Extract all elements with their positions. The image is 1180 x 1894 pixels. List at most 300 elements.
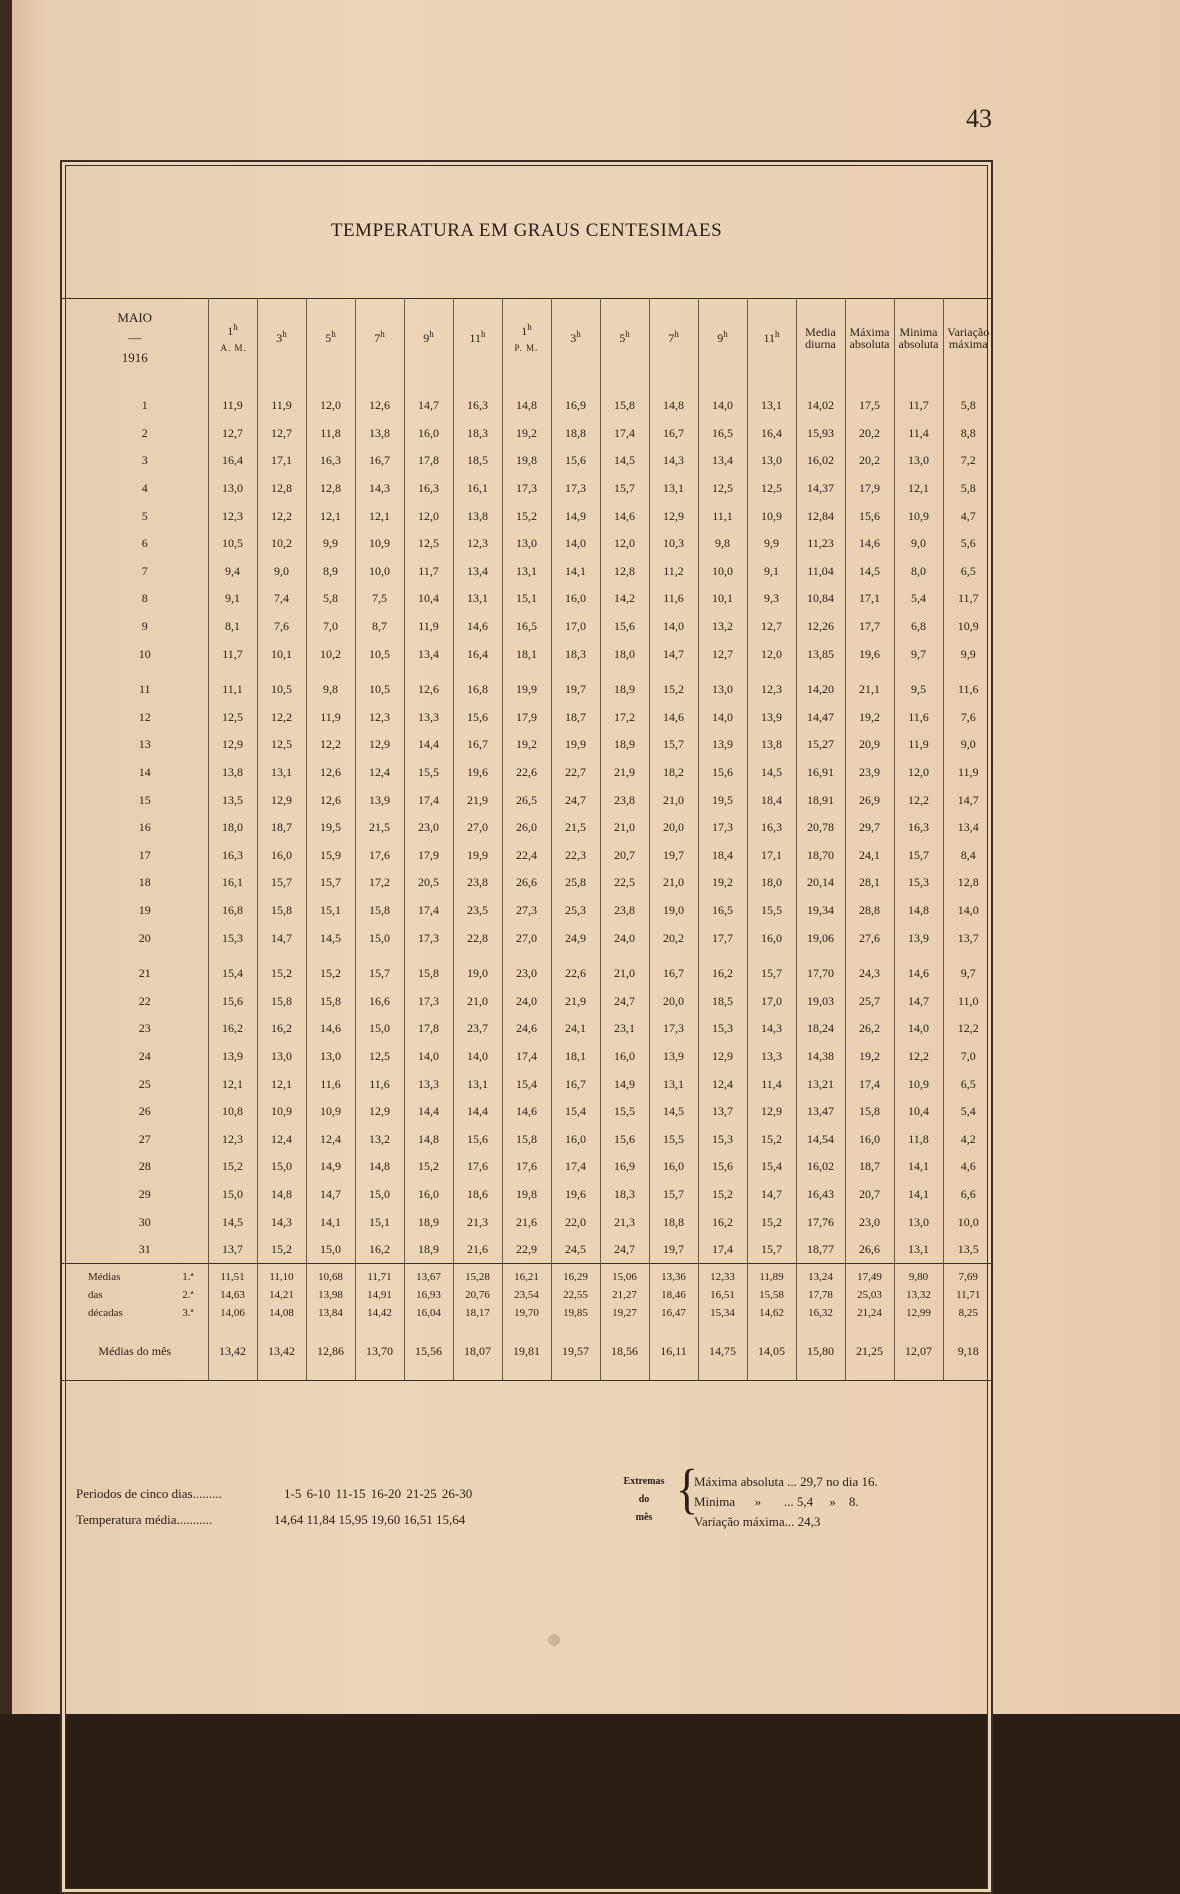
value-cell: 11,9: [306, 704, 355, 732]
value-cell: 16,2: [698, 960, 747, 988]
value-cell: 14,7: [257, 924, 306, 952]
value-cell: 12,5: [355, 1043, 404, 1071]
value-cell: 14,8: [502, 392, 551, 420]
value-cell: 14,3: [649, 447, 698, 475]
hour-suffix: h: [723, 328, 728, 339]
value-cell: 24,0: [600, 924, 649, 952]
value-cell: 23,0: [502, 960, 551, 988]
day-number: 31: [62, 1236, 208, 1264]
value-cell: 15,1: [306, 897, 355, 925]
value-cell: 12,4: [698, 1070, 747, 1098]
decade-value: 7,69: [943, 1264, 993, 1287]
decade-mean-row: [62, 1304, 993, 1322]
table-row: [62, 814, 993, 842]
value-cell: 18,7: [551, 704, 600, 732]
value-cell: 14,0: [649, 613, 698, 641]
value-cell: 21,6: [502, 1208, 551, 1236]
value-cell: 17,9: [404, 842, 453, 870]
decade-value: 13,36: [649, 1264, 698, 1287]
value-cell: 14,0: [698, 392, 747, 420]
month-header: [62, 298, 208, 378]
decade-value: 13,98: [306, 1286, 355, 1304]
value-cell: 15,8: [404, 960, 453, 988]
value-cell: 14,6: [502, 1098, 551, 1126]
day-number: 6: [62, 530, 208, 558]
month-mean-value: 13,42: [208, 1322, 257, 1381]
value-cell: 20,7: [600, 842, 649, 870]
value-cell: 10,1: [698, 585, 747, 613]
decade-value: 18,46: [649, 1286, 698, 1304]
value-cell: 18,1: [502, 640, 551, 668]
day-number: 20: [62, 924, 208, 952]
day-number: 12: [62, 704, 208, 732]
value-cell: 12,2: [894, 1043, 943, 1071]
day-number: 18: [62, 869, 208, 897]
decade-value: 16,29: [551, 1264, 600, 1287]
value-cell: 16,0: [747, 924, 796, 952]
empty-cell: [306, 378, 355, 392]
value-cell: 13,21: [796, 1070, 845, 1098]
empty-cell: [845, 952, 894, 960]
empty-cell: [502, 668, 551, 676]
value-cell: 26,6: [502, 869, 551, 897]
value-cell: 15,4: [502, 1070, 551, 1098]
value-cell: 18,8: [551, 420, 600, 448]
value-cell: 13,0: [502, 530, 551, 558]
hour-suffix: h: [380, 328, 385, 339]
value-cell: 15,0: [257, 1153, 306, 1181]
value-cell: 12,1: [894, 475, 943, 503]
value-cell: 18,0: [208, 814, 257, 842]
value-cell: 12,8: [257, 475, 306, 503]
value-cell: 11,9: [957, 765, 979, 780]
value-cell: 17,76: [796, 1208, 845, 1236]
value-cell: 11,7: [208, 640, 257, 668]
value-cell: 16,3: [404, 475, 453, 503]
paper-stain: [548, 1634, 560, 1646]
table-row: [62, 704, 993, 732]
table-row: [62, 869, 993, 897]
empty-cell: [257, 952, 306, 960]
table-row: [62, 530, 993, 558]
value-cell: 15,5: [649, 1125, 698, 1153]
table-row: [62, 1153, 993, 1181]
value-cell: 17,70: [796, 960, 845, 988]
value-cell: 15,5: [600, 1098, 649, 1126]
hour-header-1: [208, 298, 257, 378]
day-number: 3: [62, 447, 208, 475]
value-cell: 13,9: [747, 704, 796, 732]
empty-cell: [796, 668, 845, 676]
value-cell: 21,6: [453, 1236, 502, 1264]
day-number: 11: [62, 676, 208, 704]
month-mean-label: Médias do mês: [62, 1322, 208, 1381]
value-cell: 17,2: [600, 704, 649, 732]
value-cell: 12,7: [208, 420, 257, 448]
empty-cell: [551, 378, 600, 392]
month-mean-value: 18,07: [453, 1322, 502, 1381]
value-cell: 11,9: [894, 731, 943, 759]
day-number: 25: [62, 1070, 208, 1098]
value-cell: 15,7: [306, 869, 355, 897]
value-cell: 15,1: [355, 1208, 404, 1236]
value-cell: 9,7: [960, 966, 976, 981]
value-cell: 21,0: [649, 786, 698, 814]
value-cell: 21,0: [600, 814, 649, 842]
hour-number: 11: [763, 330, 776, 345]
header-spacer: [62, 378, 993, 392]
day-number: 1: [62, 392, 208, 420]
value-cell: 19,0: [453, 960, 502, 988]
decade-ordinal: 3.ª: [182, 1307, 194, 1320]
value-cell: 15,2: [502, 502, 551, 530]
value-cell: 15,0: [355, 1181, 404, 1209]
value-cell: 12,8: [600, 558, 649, 586]
value-cell: 14,02: [796, 392, 845, 420]
table-row: [62, 731, 993, 759]
value-cell: 10,1: [257, 640, 306, 668]
table-row: [62, 759, 993, 787]
value-cell: 14,8: [404, 1125, 453, 1153]
value-cell: 16,5: [502, 613, 551, 641]
value-cell: 10,9: [957, 619, 979, 634]
day-number: 23: [62, 1015, 208, 1043]
hour-header-5: [404, 298, 453, 378]
empty-cell: [551, 952, 600, 960]
month-mean-value: 16,11: [649, 1322, 698, 1381]
value-cell: 14,1: [306, 1208, 355, 1236]
value-cell: 16,7: [551, 1070, 600, 1098]
decade-value: 17,49: [845, 1264, 894, 1287]
value-cell: 25,3: [551, 897, 600, 925]
value-cell: 14,7: [404, 392, 453, 420]
value-cell: 16,5: [698, 420, 747, 448]
decade-label-text: das: [88, 1289, 103, 1302]
value-cell: 12,8: [957, 875, 979, 890]
value-cell: 18,77: [796, 1236, 845, 1264]
value-cell: 13,1: [747, 392, 796, 420]
hour-suffix: h: [429, 328, 434, 339]
value-cell: 12,26: [796, 613, 845, 641]
value-cell: 13,85: [796, 640, 845, 668]
value-cell: 14,9: [551, 502, 600, 530]
value-cell: 9,0: [960, 737, 976, 752]
value-cell: 16,7: [355, 447, 404, 475]
value-cell: 14,1: [894, 1153, 943, 1181]
decade-value: 15,34: [698, 1304, 747, 1322]
value-cell: 15,7: [747, 960, 796, 988]
value-cell: 11,0: [957, 993, 979, 1008]
value-cell: 16,0: [551, 1125, 600, 1153]
hour-number: 1: [521, 323, 528, 338]
value-cell: 11,1: [208, 676, 257, 704]
day-number: 19: [62, 897, 208, 925]
value-cell: 19,7: [649, 842, 698, 870]
value-cell: 9,1: [208, 585, 257, 613]
value-cell: 17,0: [747, 987, 796, 1015]
decade-ordinal: 2.ª: [182, 1289, 194, 1302]
table-row: [62, 676, 993, 704]
extremes-brace: {: [676, 1457, 699, 1519]
value-cell: 12,9: [698, 1043, 747, 1071]
value-cell: 14,9: [306, 1153, 355, 1181]
table-row: [62, 1236, 993, 1264]
empty-cell: [62, 378, 208, 392]
table-row: [62, 1208, 993, 1236]
month-mean-row: [62, 1322, 993, 1381]
table-row: [62, 392, 993, 420]
table-row: [62, 1015, 993, 1043]
value-cell: 17,6: [355, 842, 404, 870]
value-cell: 15,0: [306, 1236, 355, 1264]
value-cell: 13,4: [698, 447, 747, 475]
value-cell: 16,7: [649, 420, 698, 448]
value-cell: 17,1: [257, 447, 306, 475]
stat-header-line: absoluta: [898, 337, 939, 351]
value-cell: 11,8: [306, 420, 355, 448]
value-cell: 14,0: [894, 1015, 943, 1043]
value-cell: 7,0: [960, 1048, 976, 1063]
value-cell: 14,8: [894, 897, 943, 925]
table-row: [62, 842, 993, 870]
hour-header-9: [600, 298, 649, 378]
value-cell: 26,2: [845, 1015, 894, 1043]
value-cell: 11,9: [208, 392, 257, 420]
value-cell: 13,1: [894, 1236, 943, 1264]
day-number: 8: [62, 585, 208, 613]
table-row: [62, 447, 993, 475]
value-cell: 13,1: [257, 759, 306, 787]
value-cell: 11,7: [894, 392, 943, 420]
value-cell: 13,0: [894, 447, 943, 475]
table-row: [62, 558, 993, 586]
decade-label-text: décadas: [88, 1307, 123, 1320]
value-cell: 15,7: [600, 475, 649, 503]
value-cell: 12,3: [208, 1125, 257, 1153]
value-cell: 16,2: [208, 1015, 257, 1043]
value-cell: 14,38: [796, 1043, 845, 1071]
value-cell: 7,5: [355, 585, 404, 613]
value-cell: 19,7: [649, 1236, 698, 1264]
empty-cell: [355, 668, 404, 676]
value-cell: 13,1: [453, 585, 502, 613]
am-label: A. M.: [220, 342, 247, 353]
value-cell: 12,0: [404, 502, 453, 530]
value-cell: 13,9: [355, 786, 404, 814]
value-cell: 16,7: [649, 960, 698, 988]
decade-label: [62, 1304, 208, 1322]
value-cell: 12,4: [355, 759, 404, 787]
value-cell: 19,6: [551, 1181, 600, 1209]
empty-cell: [894, 952, 943, 960]
value-cell: 17,3: [551, 475, 600, 503]
value-cell: 14,4: [404, 731, 453, 759]
value-cell: 18,3: [600, 1181, 649, 1209]
value-cell: 28,8: [845, 897, 894, 925]
empty-cell: [649, 668, 698, 676]
value-cell: 26,5: [502, 786, 551, 814]
value-cell: 9,0: [257, 558, 306, 586]
stat-header-3: [894, 298, 943, 378]
decade-value: 14,06: [208, 1304, 257, 1322]
empty-cell: [698, 668, 747, 676]
value-cell: 15,3: [208, 924, 257, 952]
value-cell: 8,9: [306, 558, 355, 586]
value-cell: 15,6: [453, 1125, 502, 1153]
day-number: 15: [62, 786, 208, 814]
value-cell: 11,1: [698, 502, 747, 530]
value-cell: 16,8: [208, 897, 257, 925]
value-cell: 10,9: [257, 1098, 306, 1126]
value-cell: 15,2: [208, 1153, 257, 1181]
value-cell: 13,0: [306, 1043, 355, 1071]
value-cell: 14,37: [796, 475, 845, 503]
value-cell: 15,2: [698, 1181, 747, 1209]
empty-cell: [943, 378, 993, 392]
decade-value: 14,62: [747, 1304, 796, 1322]
stat-header-line: absoluta: [849, 337, 890, 351]
month-mean-value: 12,07: [894, 1322, 943, 1381]
value-cell: 12,4: [257, 1125, 306, 1153]
hour-header-8: [551, 298, 600, 378]
value-cell: 20,2: [845, 447, 894, 475]
value-cell: 18,4: [747, 786, 796, 814]
value-cell: 10,5: [355, 640, 404, 668]
value-cell: 19,7: [551, 676, 600, 704]
value-cell: 13,4: [957, 820, 979, 835]
value-cell: 16,3: [747, 814, 796, 842]
value-cell: 18,3: [453, 420, 502, 448]
value-cell: 24,1: [845, 842, 894, 870]
value-cell: 15,8: [257, 987, 306, 1015]
decade-value: 15,28: [453, 1264, 502, 1287]
decade-value: 11,10: [257, 1264, 306, 1287]
extreme-max: Máxima absoluta ... 29,7 no dia 16.: [694, 1474, 878, 1489]
value-cell: 7,6: [960, 709, 976, 724]
value-cell: 23,8: [600, 897, 649, 925]
value-cell: 5,6: [960, 536, 976, 551]
value-cell: 20,2: [649, 924, 698, 952]
value-cell: 17,0: [551, 613, 600, 641]
value-cell: 15,8: [306, 987, 355, 1015]
value-cell: 6,8: [894, 613, 943, 641]
empty-cell: [62, 668, 208, 676]
value-cell: 7,2: [960, 453, 976, 468]
value-cell: 15,8: [502, 1125, 551, 1153]
value-cell: 19,5: [306, 814, 355, 842]
month-mean-value: 9,18: [943, 1322, 993, 1381]
decade-value: 14,42: [355, 1304, 404, 1322]
hour-number: 11: [469, 330, 482, 345]
value-cell: 24,9: [551, 924, 600, 952]
value-cell: 18,0: [600, 640, 649, 668]
decade-value: 11,51: [208, 1264, 257, 1287]
value-cell: 17,4: [404, 786, 453, 814]
value-cell: 20,78: [796, 814, 845, 842]
stat-header-line: máxima: [948, 337, 988, 351]
value-cell: 16,5: [698, 897, 747, 925]
header-row: [62, 298, 993, 378]
value-cell: 16,3: [894, 814, 943, 842]
value-cell: 12,7: [257, 420, 306, 448]
day-number: 9: [62, 613, 208, 641]
decade-label: [62, 1286, 208, 1304]
empty-cell: [698, 952, 747, 960]
empty-cell: [943, 668, 993, 676]
empty-cell: [747, 378, 796, 392]
hour-header-3: [306, 298, 355, 378]
value-cell: 10,4: [894, 1098, 943, 1126]
value-cell: 10,9: [747, 502, 796, 530]
value-cell: 13,0: [747, 447, 796, 475]
value-cell: 17,4: [404, 897, 453, 925]
value-cell: 19,5: [698, 786, 747, 814]
value-cell: 28,1: [845, 869, 894, 897]
value-cell: 21,9: [453, 786, 502, 814]
value-cell: 16,7: [453, 731, 502, 759]
value-cell: 18,7: [257, 814, 306, 842]
value-cell: 15,2: [306, 960, 355, 988]
value-cell: 16,1: [453, 475, 502, 503]
value-cell: 23,8: [600, 786, 649, 814]
hour-header-10: [649, 298, 698, 378]
value-cell: 19,34: [796, 897, 845, 925]
decade-label: [62, 1264, 208, 1287]
hour-number: 7: [374, 330, 381, 345]
hour-header-7: [502, 298, 551, 378]
table-row: [62, 1181, 993, 1209]
value-cell: 16,0: [404, 1181, 453, 1209]
value-cell: 17,7: [845, 613, 894, 641]
value-cell: 13,3: [747, 1043, 796, 1071]
value-cell: 19,2: [502, 420, 551, 448]
value-cell: 13,7: [698, 1098, 747, 1126]
hour-suffix: h: [775, 328, 780, 339]
value-cell: 10,9: [306, 1098, 355, 1126]
value-cell: 20,0: [649, 987, 698, 1015]
temperature-values: 14,64 11,84 15,95 19,60 16,51 15,64: [274, 1512, 466, 1527]
empty-cell: [600, 952, 649, 960]
value-cell: 14,8: [649, 392, 698, 420]
decade-ordinal: 1.ª: [182, 1271, 194, 1284]
value-cell: 5,8: [306, 585, 355, 613]
value-cell: 11,04: [796, 558, 845, 586]
value-cell: 20,5: [404, 869, 453, 897]
value-cell: 18,70: [796, 842, 845, 870]
value-cell: 23,1: [600, 1015, 649, 1043]
value-cell: 17,6: [502, 1153, 551, 1181]
empty-cell: [453, 668, 502, 676]
value-cell: 12,2: [306, 731, 355, 759]
day-number: 5: [62, 502, 208, 530]
month-mean-value: 21,25: [845, 1322, 894, 1381]
value-cell: 19,2: [845, 704, 894, 732]
value-cell: 16,2: [698, 1208, 747, 1236]
extreme-min: Minima » ... 5,4 » 8.: [694, 1494, 859, 1509]
value-cell: 5,8: [960, 481, 976, 496]
day-number: 13: [62, 731, 208, 759]
value-cell: 9,9: [306, 530, 355, 558]
table-row: [62, 613, 993, 641]
value-cell: 16,4: [453, 640, 502, 668]
value-cell: 11,9: [257, 392, 306, 420]
decade-value: 12,33: [698, 1264, 747, 1287]
table-row: [62, 786, 993, 814]
value-cell: 16,1: [208, 869, 257, 897]
value-cell: 5,4: [960, 1104, 976, 1119]
value-cell: 13,3: [404, 1070, 453, 1098]
table-row: [62, 960, 993, 988]
